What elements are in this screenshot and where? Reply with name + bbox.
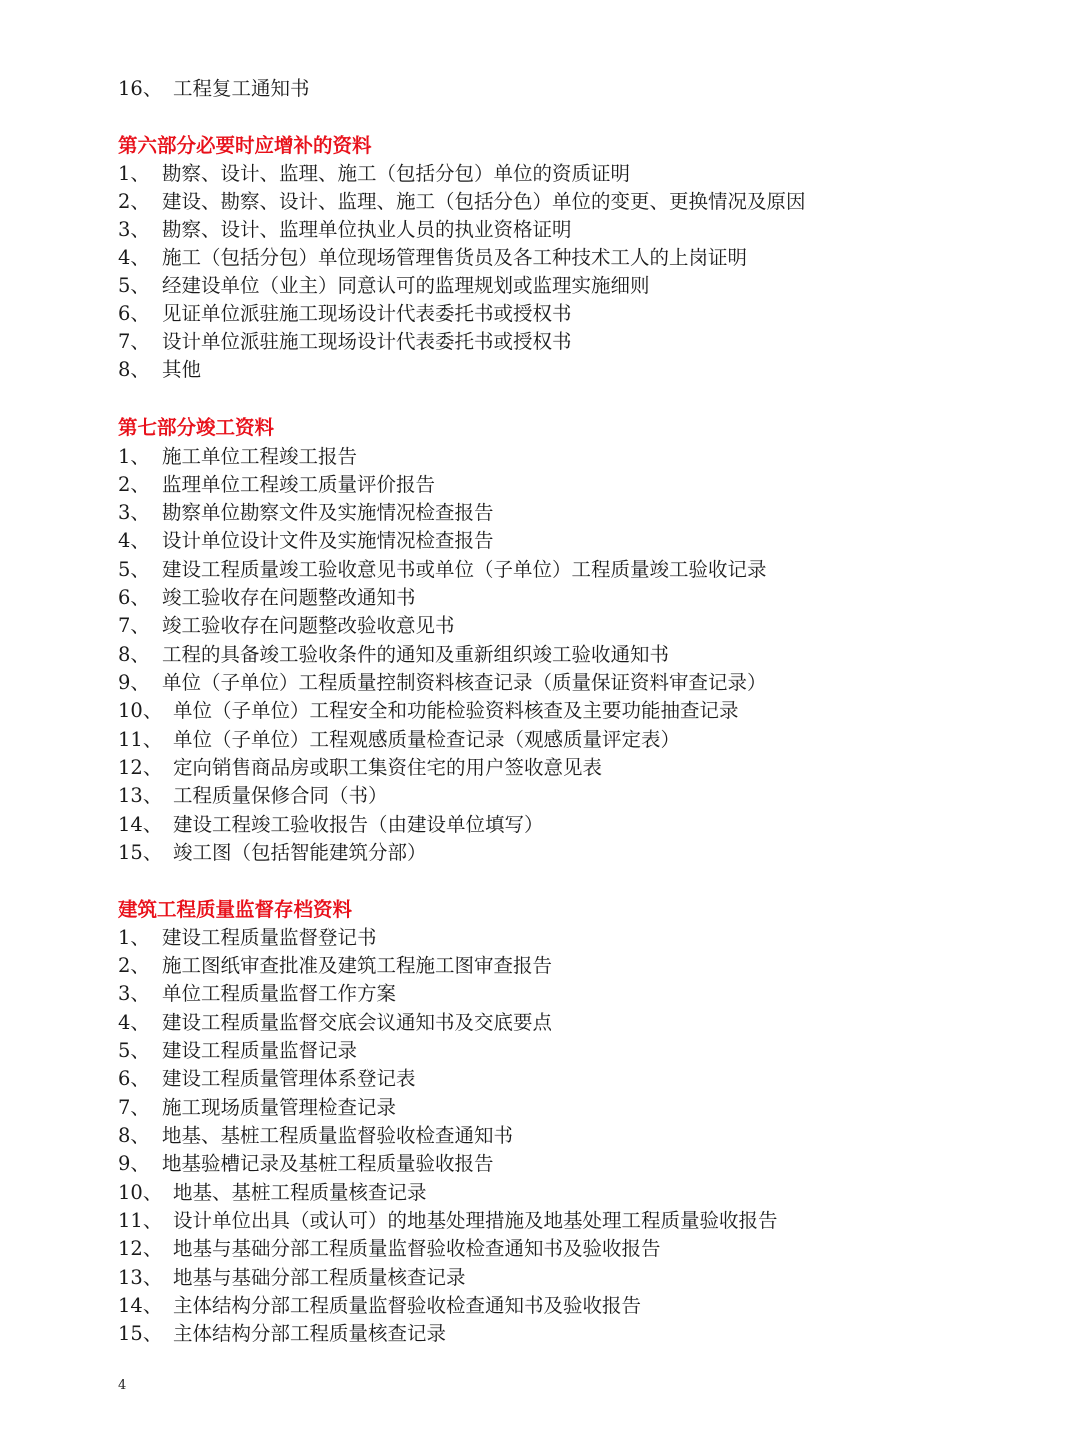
list-item [118, 924, 377, 952]
list-item [118, 556, 767, 584]
list-item [118, 499, 494, 527]
list-item [118, 300, 572, 328]
list-item [118, 754, 602, 782]
list-item [118, 188, 806, 216]
list-item [118, 811, 544, 839]
item-number: 7、 [118, 614, 150, 637]
item-text: 工程复工通知书 [173, 77, 310, 100]
item-number: 3、 [118, 501, 150, 524]
list-item [118, 1009, 552, 1037]
item-text: 勘察、设计、监理、施工（包括分包）单位的资质证明 [162, 162, 631, 185]
item-number: 5、 [118, 558, 150, 581]
item-text: 竣工验收存在问题整改通知书 [162, 586, 416, 609]
item-number: 8、 [118, 643, 150, 666]
item-number: 2、 [118, 954, 150, 977]
item-text: 地基与基础分部工程质量监督验收检查通知书及验收报告 [173, 1237, 661, 1260]
item-number: 7、 [118, 330, 150, 353]
list-item [118, 1235, 661, 1263]
item-text: 定向销售商品房或职工集资住宅的用户签收意见表 [173, 756, 603, 779]
item-text: 施工图纸审查批准及建筑工程施工图审查报告 [162, 954, 553, 977]
item-text: 竣工验收存在问题整改验收意见书 [162, 614, 455, 637]
list-item [118, 952, 552, 980]
item-text: 建设工程质量竣工验收意见书或单位（子单位）工程质量竣工验收记录 [162, 558, 767, 581]
list-item [118, 1264, 466, 1292]
list-item [118, 1150, 494, 1178]
item-text: 工程的具备竣工验收条件的通知及重新组织竣工验收通知书 [162, 643, 670, 666]
list-item [118, 1207, 778, 1235]
item-text: 单位工程质量监督工作方案 [162, 982, 397, 1005]
item-text: 建设工程质量监督记录 [162, 1039, 358, 1062]
item-number: 3、 [118, 982, 150, 1005]
list-item [118, 471, 435, 499]
item-number: 13、 [118, 1266, 163, 1289]
item-number: 5、 [118, 274, 150, 297]
item-number: 9、 [118, 1152, 150, 1175]
item-number: 1、 [118, 162, 150, 185]
item-number: 4、 [118, 529, 150, 552]
list-item [118, 356, 201, 384]
item-number: 13、 [118, 784, 163, 807]
item-text: 监理单位工程竣工质量评价报告 [162, 473, 436, 496]
item-text: 其他 [162, 358, 202, 381]
item-number: 4、 [118, 1011, 150, 1034]
item-number: 9、 [118, 671, 150, 694]
item-number: 10、 [118, 1181, 163, 1204]
item-text: 设计单位设计文件及实施情况检查报告 [162, 529, 494, 552]
section-heading-archive: 建筑工程质量监督存档资料 [118, 898, 353, 921]
item-number: 6、 [118, 586, 150, 609]
item-number: 2、 [118, 190, 150, 213]
item-text: 地基、基桩工程质量监督验收检查通知书 [162, 1124, 514, 1147]
item-text: 建设工程质量监督登记书 [162, 926, 377, 949]
list-item [118, 1094, 396, 1122]
list-item [118, 1065, 416, 1093]
item-number: 6、 [118, 1067, 150, 1090]
item-number: 15、 [118, 1322, 163, 1345]
item-text: 见证单位派驻施工现场设计代表委托书或授权书 [162, 302, 572, 325]
list-item [118, 1179, 427, 1207]
item-number: 1、 [118, 445, 150, 468]
list-item [118, 1122, 513, 1150]
page-number: 4 [118, 1378, 127, 1393]
item-number: 14、 [118, 1294, 163, 1317]
item-text: 设计单位派驻施工现场设计代表委托书或授权书 [162, 330, 572, 353]
item-text: 单位（子单位）工程安全和功能检验资料核查及主要功能抽查记录 [173, 699, 739, 722]
item-text: 施工现场质量管理检查记录 [162, 1096, 397, 1119]
item-text: 单位（子单位）工程观感质量检查记录（观感质量评定表） [173, 728, 681, 751]
list-item [118, 782, 388, 810]
item-number: 4、 [118, 246, 150, 269]
list-item [118, 584, 416, 612]
item-number: 12、 [118, 1237, 163, 1260]
item-number: 8、 [118, 1124, 150, 1147]
item-number: 12、 [118, 756, 163, 779]
list-item [118, 669, 767, 697]
item-text: 勘察单位勘察文件及实施情况检查报告 [162, 501, 494, 524]
item-text: 单位（子单位）工程质量控制资料核查记录（质量保证资料审查记录） [162, 671, 767, 694]
item-number: 10、 [118, 699, 163, 722]
item-number: 11、 [118, 1209, 163, 1232]
list-item [118, 216, 572, 244]
item-text: 主体结构分部工程质量监督验收检查通知书及验收报告 [173, 1294, 642, 1317]
list-item [118, 726, 680, 754]
item-text: 建设工程竣工验收报告（由建设单位填写） [173, 813, 544, 836]
section-heading-part6: 第六部分必要时应增补的资料 [118, 134, 372, 157]
item-number: 3、 [118, 218, 150, 241]
item-number: 7、 [118, 1096, 150, 1119]
item-number: 1、 [118, 926, 150, 949]
list-item [118, 272, 650, 300]
item-text: 经建设单位（业主）同意认可的监理规划或监理实施细则 [162, 274, 650, 297]
item-text: 勘察、设计、监理单位执业人员的执业资格证明 [162, 218, 572, 241]
list-item [118, 328, 572, 356]
list-item [118, 244, 747, 272]
item-text: 地基与基础分部工程质量核查记录 [173, 1266, 466, 1289]
list-item [118, 443, 357, 471]
item-text: 主体结构分部工程质量核查记录 [173, 1322, 447, 1345]
list-item [118, 641, 669, 669]
item-text: 工程质量保修合同（书） [173, 784, 388, 807]
item-number: 16、 [118, 77, 163, 100]
list-item [118, 160, 630, 188]
list-item [118, 1292, 641, 1320]
item-text: 竣工图（包括智能建筑分部） [173, 841, 427, 864]
item-text: 建设工程质量监督交底会议通知书及交底要点 [162, 1011, 553, 1034]
item-text: 地基、基桩工程质量核查记录 [173, 1181, 427, 1204]
item-text: 施工（包括分包）单位现场管理售货员及各工种技术工人的上岗证明 [162, 246, 748, 269]
list-item [118, 839, 427, 867]
item-number: 11、 [118, 728, 163, 751]
list-item [118, 527, 494, 555]
list-item [118, 697, 739, 725]
list-item [118, 980, 396, 1008]
item-number: 5、 [118, 1039, 150, 1062]
item-text: 地基验槽记录及基桩工程质量验收报告 [162, 1152, 494, 1175]
list-item [118, 1037, 357, 1065]
item-number: 8、 [118, 358, 150, 381]
list-item [118, 612, 455, 640]
item-text: 建设、勘察、设计、监理、施工（包括分色）单位的变更、更换情况及原因 [162, 190, 806, 213]
item-number: 14、 [118, 813, 163, 836]
list-item [118, 75, 310, 103]
item-text: 建设工程质量管理体系登记表 [162, 1067, 416, 1090]
item-number: 15、 [118, 841, 163, 864]
item-text: 设计单位出具（或认可）的地基处理措施及地基处理工程质量验收报告 [173, 1209, 778, 1232]
item-text: 施工单位工程竣工报告 [162, 445, 358, 468]
list-item [118, 1320, 446, 1348]
section-heading-part7: 第七部分竣工资料 [118, 416, 275, 439]
item-number: 6、 [118, 302, 150, 325]
item-number: 2、 [118, 473, 150, 496]
